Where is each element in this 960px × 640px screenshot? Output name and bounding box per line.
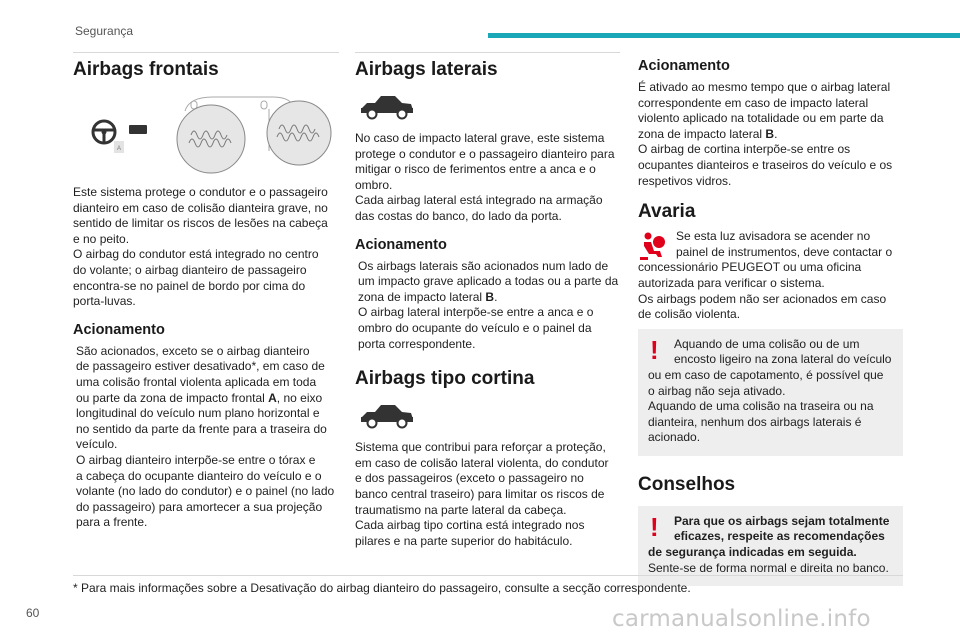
subtitle-acionamento-laterais: Acionamento bbox=[355, 236, 447, 253]
laterais-text: No caso de impacto lateral grave, este sistema protege o condutor e o passageiro dianteiro para mitigar o risco de ferimentos entre a anca e o ombro. Cada airbag lateral está integrado na armação das costas do banco, do lado da porta. bbox=[355, 131, 615, 223]
title-conselhos: Conselhos bbox=[638, 473, 736, 495]
airbag-warning-light-icon bbox=[638, 231, 668, 261]
airbag-warning-block bbox=[638, 229, 903, 323]
warning-exclamation-icon: ! bbox=[650, 334, 659, 365]
steering-wheel-airbag-icon bbox=[73, 91, 339, 177]
car-side-icon bbox=[359, 400, 415, 430]
footnote: * Para mais informações sobre a Desativação do airbag dianteiro do passageiro, consulte a secção correspondente. bbox=[73, 581, 691, 595]
zone-a-label: A bbox=[268, 390, 277, 405]
column-laterais bbox=[355, 52, 620, 549]
note2-bold-b: de segurança indicadas em seguida. bbox=[648, 545, 857, 560]
zone-b-label: B bbox=[765, 126, 775, 141]
column-frontal bbox=[73, 52, 339, 531]
note2-bold-a: Para que os airbags sejam totalmente eficazes, respeite as recomendações bbox=[674, 513, 890, 544]
footnote-divider bbox=[73, 575, 903, 576]
header-accent-bar bbox=[488, 33, 960, 38]
section-header: Segurança bbox=[75, 24, 134, 38]
laterais-acionamento-text-a: Os airbags laterais são acionados num lado de um impacto grave aplicado a todas ou a parte da zona de impacto lateral bbox=[358, 258, 619, 304]
title-airbags-laterais: Airbags laterais bbox=[355, 59, 498, 80]
subtitle-acionamento-frontal: Acionamento bbox=[73, 321, 165, 338]
frontal-acionamento-text bbox=[73, 344, 339, 531]
note1-text-a: Aquando de uma colisão ou de um encosto ligeiro na zona lateral do veículo bbox=[674, 336, 892, 367]
cortina-acionamento-text bbox=[638, 80, 903, 189]
laterais-acionamento-text-b: . O airbag lateral interpõe-se entre a anca e o ombro do ocupante do veículo e o painel da porta correspondente. bbox=[358, 289, 594, 351]
column-acionamento-avaria bbox=[638, 52, 903, 586]
section-divider bbox=[73, 52, 339, 53]
frontal-intro-text: Este sistema protege o condutor e o passageiro dianteiro em caso de colisão dianteira grave, no sentido de limitar os riscos de lesões na cabeça e no peito. O airbag do condutor está integrado no centro do volante; o airbag dianteiro de passageiro encontra-se no painel de bordo por cima do porta-luvas. bbox=[73, 185, 328, 309]
page-number: 60 bbox=[26, 606, 40, 620]
frontal-acionamento-text-b: , no eixo longitudinal do veículo num plano horizontal e no sentido da parte da frente para a traseira do veículo. O airbag dianteiro interpõe-se entre o tórax e a cabeça do ocupante dianteiro do veículo e o volante (no lado do condutor) e o painel (no lado do passageiro) para amortecer a sua projeção para a frente. bbox=[76, 390, 335, 530]
cortina-acionamento-text-a: É ativado ao mesmo tempo que o airbag lateral correspondente em caso de impacto lateral violento aplicado na totalidade ou em parte da zona de impacto lateral bbox=[638, 80, 891, 141]
side-collision-note bbox=[638, 329, 903, 456]
avaria-text-b: concessionário PEUGEOT ou uma oficina autorizada para verificar o sistema. Os airbags podem não ser acionados em caso de colisão violenta. bbox=[638, 260, 887, 322]
title-airbags-frontais: Airbags frontais bbox=[73, 59, 219, 80]
note1-text-b: ou em caso de capotamento, é possível que o airbag não seja ativado. Aquando de uma colisão na traseira ou na dianteira, nenhum dos airbags laterais é acionado. bbox=[648, 367, 884, 445]
watermark: carmanualsonline.info bbox=[612, 606, 871, 632]
svg-text:A: A bbox=[116, 146, 122, 152]
cortina-acionamento-text-b: . O airbag de cortina interpõe-se entre os ocupantes dianteiros e traseiros do veículo e os respetivos vidros. bbox=[638, 126, 893, 188]
title-airbags-cortina: Airbags tipo cortina bbox=[355, 368, 535, 390]
laterais-acionamento-text bbox=[355, 259, 620, 353]
warning-exclamation-icon: ! bbox=[650, 511, 659, 542]
avaria-text-a: Se esta luz avisadora se acender no painel de instrumentos, deve contactar o bbox=[676, 229, 893, 259]
section-divider bbox=[355, 52, 620, 53]
car-side-icon bbox=[359, 91, 415, 121]
frontal-acionamento-text-a: São acionados, exceto se o airbag dianteiro de passageiro estiver desativado*, em caso de uma colisão frontal violenta aplicada em toda ou parte da zona de impacto frontal bbox=[76, 343, 325, 405]
note2-text: Sente-se de forma normal e direita no banco. bbox=[648, 560, 889, 575]
title-avaria: Avaria bbox=[638, 201, 696, 223]
zone-b-label: B bbox=[485, 289, 495, 304]
frontal-airbag-illustration bbox=[73, 91, 339, 177]
subtitle-acionamento-cortina: Acionamento bbox=[638, 58, 730, 74]
cortina-text: Sistema que contribui para reforçar a proteção, em caso de colisão lateral violenta, do condutor e dos passageiros (exceto o passageiro no banco central traseiro) para limitar os riscos de traumatismo na parte lateral da cabeça. Cada airbag tipo cortina está integrado nos pilares e na parte superior do habitáculo. bbox=[355, 440, 609, 548]
